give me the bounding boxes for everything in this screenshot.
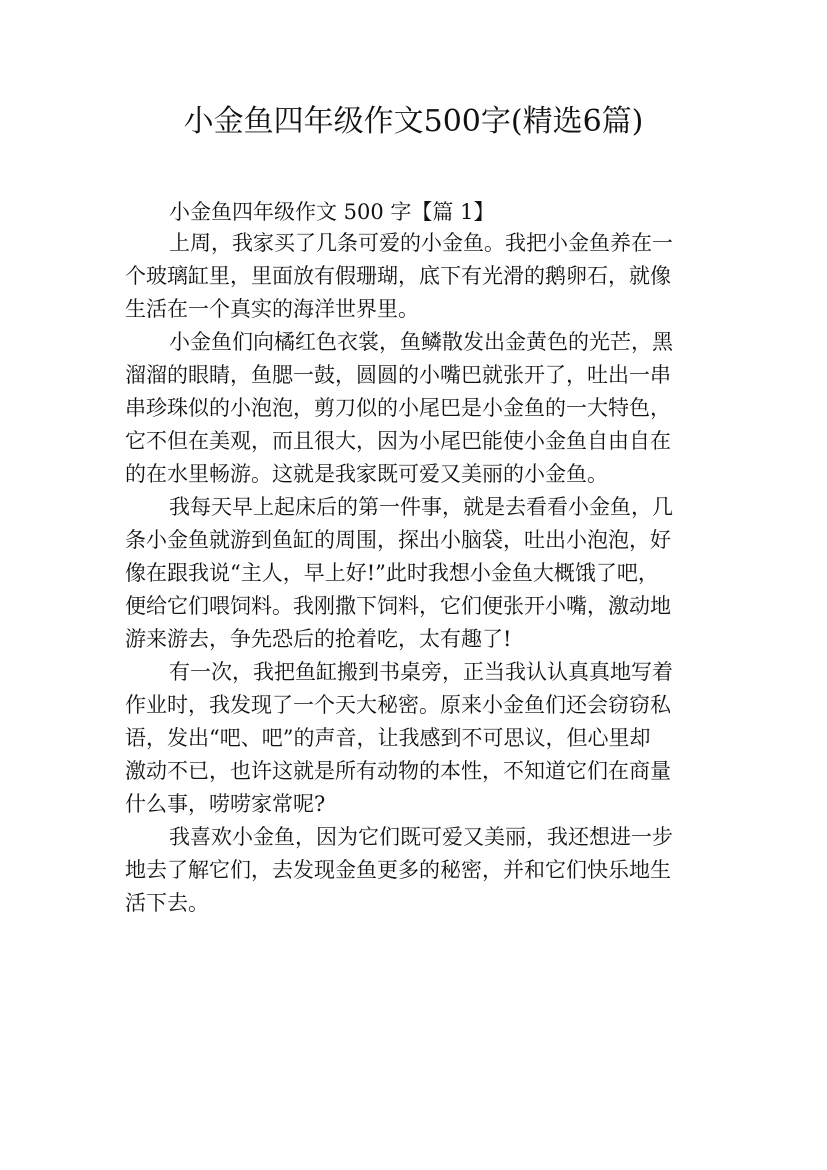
section-heading: 小金鱼四年级作文 500 字【篇 1】: [169, 200, 495, 224]
paragraph-4: [125, 656, 710, 821]
paragraph-line: 有一次，我把鱼缸搬到书桌旁，正当我认认真真地写着: [169, 660, 673, 684]
paragraph-line: 什么事，唠唠家常呢?: [125, 792, 326, 816]
paragraph-line: 地去了解它们，去发现金鱼更多的秘密，并和它们快乐地生: [125, 858, 671, 882]
paragraph-line: 串珍珠似的小泡泡，剪刀似的小尾巴是小金鱼的一大特色，: [125, 396, 671, 420]
page-title: 小金鱼四年级作文500字(精选6篇): [183, 104, 644, 139]
paragraph-3: [125, 491, 710, 656]
paragraph-line: 溜溜的眼睛，鱼腮一鼓，圆圆的小嘴巴就张开了，吐出一串: [125, 363, 671, 387]
paragraph-line: 便给它们喂饲料。我刚撒下饲料，它们便张开小嘴，激动地: [125, 594, 671, 618]
paragraph-line: 上周，我家买了几条可爱的小金鱼。我把小金鱼养在一: [169, 231, 673, 255]
paragraph-line: 像在跟我说“主人，早上好!”此时我想小金鱼大概饿了吧，: [125, 561, 659, 585]
paragraph-line: 小金鱼们向橘红色衣裳，鱼鳞散发出金黄色的光芒，黑: [169, 330, 673, 354]
paragraph-line: 游来游去，争先恐后的抢着吃，太有趣了!: [125, 627, 512, 651]
paragraph-line: 活下去。: [125, 891, 209, 915]
paragraph-line: 我每天早上起床后的第一件事，就是去看看小金鱼，几: [169, 495, 673, 519]
paragraph-line: 条小金鱼就游到鱼缸的周围，探出小脑袋，吐出小泡泡，好: [125, 528, 671, 552]
paragraph-line: 激动不已，也许这就是所有动物的本性，不知道它们在商量: [125, 759, 671, 783]
paragraph-line: 它不但在美观，而且很大，因为小尾巴能使小金鱼自由自在: [125, 429, 671, 453]
paragraph-line: 个玻璃缸里，里面放有假珊瑚，底下有光滑的鹅卵石，就像: [125, 264, 671, 288]
paragraph-5: [125, 821, 710, 920]
paragraph-line: 生活在一个真实的海洋世界里。: [125, 297, 419, 321]
paragraph-line: 的在水里畅游。这就是我家既可爱又美丽的小金鱼。: [125, 462, 608, 486]
paragraph-line: 我喜欢小金鱼，因为它们既可爱又美丽，我还想进一步: [169, 825, 673, 849]
paragraph-2: [125, 326, 710, 491]
paragraph-line: 作业时，我发现了一个天大秘密。原来小金鱼们还会窃窃私: [125, 693, 671, 717]
paragraph-line: 语，发出“吧、吧”的声音，让我感到不可思议，但心里却: [125, 726, 651, 750]
paragraph-1: [125, 227, 710, 326]
article-body: [125, 198, 710, 920]
